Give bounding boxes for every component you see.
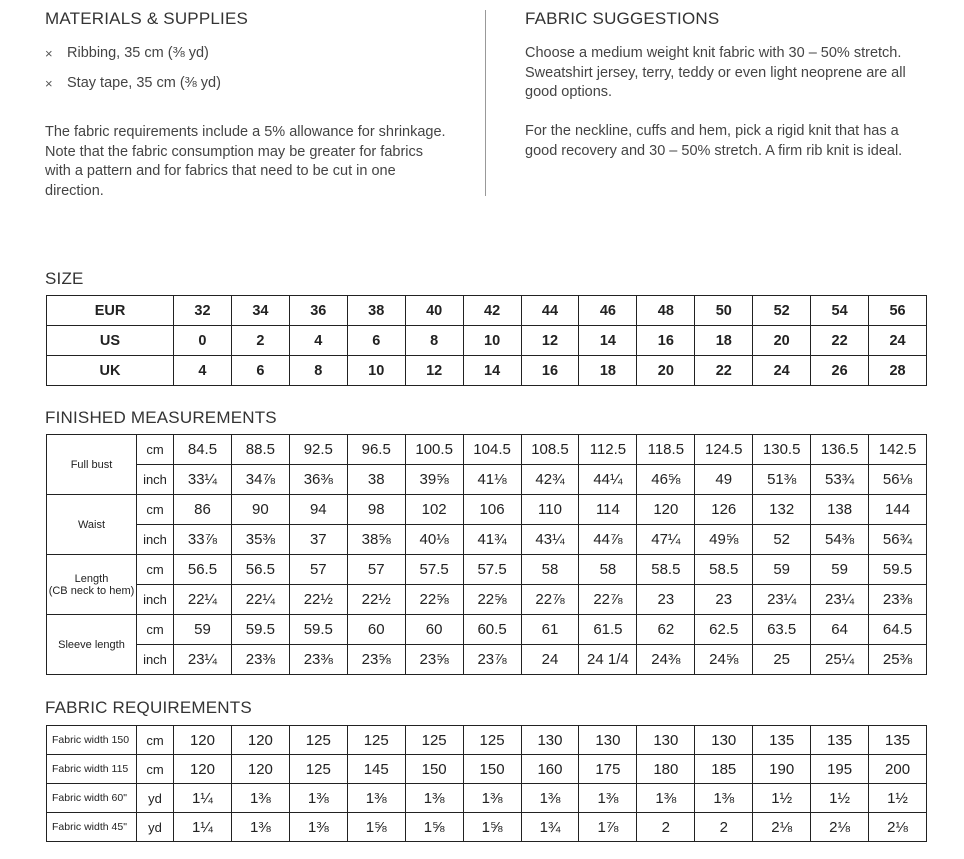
measurement-row: [47, 585, 927, 615]
size-cell: 34: [231, 296, 289, 326]
size-cell: 24: [869, 326, 927, 356]
size-cell: 8: [405, 326, 463, 356]
size-cell: 8: [289, 356, 347, 386]
unit-label: yd: [137, 813, 174, 842]
measurement-cell: 60.5: [463, 615, 521, 645]
measurements-title: FINISHED MEASUREMENTS: [45, 408, 277, 427]
fabric-amount-cell: 120: [174, 755, 232, 784]
fabric-row: [47, 784, 927, 813]
fabric-amount-cell: 125: [347, 726, 405, 755]
measurement-cell: 24⅜: [637, 645, 695, 675]
unit-label: inch: [137, 525, 174, 555]
materials-item-label: Stay tape, 35 cm (⅜ yd): [67, 75, 221, 91]
size-cell: 54: [811, 296, 869, 326]
fabric-amount-cell: 130: [637, 726, 695, 755]
fabric-amount-cell: 200: [869, 755, 927, 784]
measurement-cell: 114: [579, 495, 637, 525]
measurement-cell: 24: [521, 645, 579, 675]
size-cell: 18: [695, 326, 753, 356]
rib-suggestion-paragraph: For the neckline, cuffs and hem, pick a rigid knit that has a good recovery and 30 – 50% stretch. A firm rib knit is ideal.: [525, 123, 903, 159]
fabric-amount-cell: 2: [695, 813, 753, 842]
measurement-cell: 94: [289, 495, 347, 525]
measurement-cell: 34⅞: [231, 465, 289, 495]
size-cell: 32: [174, 296, 232, 326]
measurement-cell: 33⅞: [174, 525, 232, 555]
size-cell: 52: [753, 296, 811, 326]
unit-label: inch: [137, 465, 174, 495]
size-cell: 14: [463, 356, 521, 386]
size-title: SIZE: [45, 269, 84, 288]
size-cell: 44: [521, 296, 579, 326]
measurement-cell: 142.5: [869, 435, 927, 465]
measurement-cell: 61: [521, 615, 579, 645]
fabric-amount-cell: 1⅜: [289, 813, 347, 842]
measurement-cell: 37: [289, 525, 347, 555]
size-cell: 16: [521, 356, 579, 386]
size-system-label: UK: [47, 356, 174, 386]
measurement-cell: 23¼: [811, 585, 869, 615]
measurement-cell: 63.5: [753, 615, 811, 645]
measurement-cell: 44¼: [579, 465, 637, 495]
measurement-cell: 22¼: [231, 585, 289, 615]
measurement-cell: 23¼: [753, 585, 811, 615]
unit-label: inch: [137, 645, 174, 675]
measurement-cell: 38⅝: [347, 525, 405, 555]
fabric-amount-cell: 125: [405, 726, 463, 755]
size-cell: 24: [753, 356, 811, 386]
fabric-amount-cell: 1½: [753, 784, 811, 813]
measurement-cell: 47¼: [637, 525, 695, 555]
unit-label: yd: [137, 784, 174, 813]
fabric-amount-cell: 2⅛: [869, 813, 927, 842]
fabric-suggestions-title: FABRIC SUGGESTIONS: [525, 9, 720, 28]
size-cell: 10: [347, 356, 405, 386]
fabric-amount-cell: 135: [811, 726, 869, 755]
measurement-cell: 100.5: [405, 435, 463, 465]
measurement-cell: 23⅜: [231, 645, 289, 675]
fabric-amount-cell: 2⅛: [753, 813, 811, 842]
measurement-cell: 124.5: [695, 435, 753, 465]
measurement-cell: 126: [695, 495, 753, 525]
unit-label: cm: [137, 495, 174, 525]
size-system-label: EUR: [47, 296, 174, 326]
fabric-allowance-note: The fabric requirements include a 5% allowance for shrinkage. Note that the fabric consumption may be greater for fabrics with a pattern and for fabrics that need to be cut in one direction.: [45, 124, 446, 199]
size-cell: 26: [811, 356, 869, 386]
measurement-cell: 22½: [289, 585, 347, 615]
fabric-amount-cell: 1⅜: [579, 784, 637, 813]
measurement-cell: 23⅞: [463, 645, 521, 675]
measurement-row: [47, 435, 927, 465]
size-cell: 36: [289, 296, 347, 326]
measurement-cell: 92.5: [289, 435, 347, 465]
measurement-cell: 44⅞: [579, 525, 637, 555]
measurement-cell: 60: [347, 615, 405, 645]
measurement-cell: 25⅜: [869, 645, 927, 675]
measurement-cell: 51⅜: [753, 465, 811, 495]
fabric-amount-cell: 2: [637, 813, 695, 842]
measurement-row: [47, 525, 927, 555]
size-cell: 50: [695, 296, 753, 326]
unit-label: inch: [137, 585, 174, 615]
measurement-row: [47, 555, 927, 585]
size-cell: 18: [579, 356, 637, 386]
materials-title: MATERIALS & SUPPLIES: [45, 9, 249, 28]
measurement-cell: 58: [579, 555, 637, 585]
measurement-cell: 56⅛: [869, 465, 927, 495]
measurement-cell: 23⅝: [347, 645, 405, 675]
measurement-cell: 90: [231, 495, 289, 525]
measurement-cell: 138: [811, 495, 869, 525]
measurement-cell: 88.5: [231, 435, 289, 465]
measurement-cell: 57.5: [405, 555, 463, 585]
measurement-cell: 59.5: [869, 555, 927, 585]
measurement-name: Full bust: [70, 458, 113, 471]
fabric-amount-cell: 1¾: [521, 813, 579, 842]
measurement-cell: 106: [463, 495, 521, 525]
fabric-amount-cell: 160: [521, 755, 579, 784]
fabric-amount-cell: 1⅝: [405, 813, 463, 842]
measurement-cell: 86: [174, 495, 232, 525]
measurement-cell: 59: [174, 615, 232, 645]
measurement-subtitle: (CB neck to hem): [48, 584, 135, 597]
size-cell: 22: [811, 326, 869, 356]
size-system-label: US: [47, 326, 174, 356]
fabric-amount-cell: 150: [405, 755, 463, 784]
measurement-cell: 58.5: [695, 555, 753, 585]
measurement-cell: 118.5: [637, 435, 695, 465]
measurement-cell: 58: [521, 555, 579, 585]
fabric-amount-cell: 1⅜: [695, 784, 753, 813]
measurement-cell: 53¾: [811, 465, 869, 495]
fabric-width-label: Fabric width 115: [47, 755, 137, 784]
fabric-amount-cell: 1⅜: [347, 784, 405, 813]
size-cell: 56: [869, 296, 927, 326]
size-cell: 14: [579, 326, 637, 356]
size-row: [47, 356, 927, 386]
fabric-amount-cell: 190: [753, 755, 811, 784]
measurement-cell: 57: [289, 555, 347, 585]
size-row: [47, 296, 927, 326]
bullet-x-icon: ×: [45, 45, 53, 61]
measurement-cell: 49⅝: [695, 525, 753, 555]
size-cell: 40: [405, 296, 463, 326]
measurement-cell: 22⅞: [521, 585, 579, 615]
size-cell: 28: [869, 356, 927, 386]
fabric-row: [47, 755, 927, 784]
measurement-cell: 54⅜: [811, 525, 869, 555]
unit-label: cm: [137, 435, 174, 465]
size-cell: 0: [174, 326, 232, 356]
measurement-cell: 56.5: [174, 555, 232, 585]
measurement-cell: 64: [811, 615, 869, 645]
measurement-cell: 39⅝: [405, 465, 463, 495]
size-cell: 48: [637, 296, 695, 326]
measurement-cell: 23⅜: [289, 645, 347, 675]
size-cell: 12: [405, 356, 463, 386]
bullet-x-icon: ×: [45, 75, 53, 91]
fabric-requirements-table: [46, 725, 927, 842]
measurement-cell: 84.5: [174, 435, 232, 465]
measurement-cell: 144: [869, 495, 927, 525]
measurement-cell: 22⅝: [463, 585, 521, 615]
measurement-cell: 35⅜: [231, 525, 289, 555]
fabric-amount-cell: 1⅜: [231, 784, 289, 813]
fabric-amount-cell: 1⅝: [463, 813, 521, 842]
measurement-cell: 59.5: [289, 615, 347, 645]
measurement-cell: 104.5: [463, 435, 521, 465]
measurement-cell: 46⅝: [637, 465, 695, 495]
fabric-suggestion-paragraph: Choose a medium weight knit fabric with 30 – 50% stretch. Sweatshirt jersey, terry, teddy or even light neoprene are all good options.: [525, 45, 906, 100]
fabric-amount-cell: 125: [289, 726, 347, 755]
measurement-cell: 120: [637, 495, 695, 525]
fabric-amount-cell: 1⅜: [463, 784, 521, 813]
measurement-name: Length: [74, 572, 109, 585]
measurement-cell: 57.5: [463, 555, 521, 585]
measurement-cell: 41¾: [463, 525, 521, 555]
fabric-amount-cell: 145: [347, 755, 405, 784]
measurement-cell: 42¾: [521, 465, 579, 495]
size-cell: 2: [231, 326, 289, 356]
size-cell: 12: [521, 326, 579, 356]
measurement-label: [47, 495, 137, 555]
measurement-cell: 24⅝: [695, 645, 753, 675]
measurement-label: [47, 615, 137, 675]
size-cell: 10: [463, 326, 521, 356]
measurement-cell: 23: [637, 585, 695, 615]
unit-label: cm: [137, 555, 174, 585]
measurements-table: [46, 434, 927, 675]
measurement-cell: 49: [695, 465, 753, 495]
measurement-cell: 56¾: [869, 525, 927, 555]
measurement-cell: 96.5: [347, 435, 405, 465]
size-cell: 20: [753, 326, 811, 356]
measurement-cell: 22⅞: [579, 585, 637, 615]
fabric-amount-cell: 130: [579, 726, 637, 755]
fabric-amount-cell: 135: [869, 726, 927, 755]
fabric-amount-cell: 1⅞: [579, 813, 637, 842]
measurement-cell: 62: [637, 615, 695, 645]
fabric-amount-cell: 1½: [811, 784, 869, 813]
measurement-cell: 60: [405, 615, 463, 645]
fabric-amount-cell: 1⅜: [289, 784, 347, 813]
measurement-cell: 23¼: [174, 645, 232, 675]
measurement-name: Waist: [77, 518, 106, 531]
fabric-width-label: Fabric width 60": [47, 784, 137, 813]
measurement-cell: 23⅝: [405, 645, 463, 675]
fabric-amount-cell: 125: [289, 755, 347, 784]
fabric-amount-cell: 175: [579, 755, 637, 784]
measurement-cell: 38: [347, 465, 405, 495]
fabric-amount-cell: 125: [463, 726, 521, 755]
size-cell: 6: [231, 356, 289, 386]
measurement-cell: 23⅜: [869, 585, 927, 615]
unit-label: cm: [137, 726, 174, 755]
measurement-cell: 59.5: [231, 615, 289, 645]
fabric-amount-cell: 1⅜: [405, 784, 463, 813]
measurement-cell: 25¼: [811, 645, 869, 675]
measurement-cell: 33¼: [174, 465, 232, 495]
fabric-amount-cell: 1¼: [174, 784, 232, 813]
fabric-requirements-title: FABRIC REQUIREMENTS: [45, 698, 252, 717]
measurement-cell: 22½: [347, 585, 405, 615]
fabric-amount-cell: 1½: [869, 784, 927, 813]
measurement-cell: 112.5: [579, 435, 637, 465]
materials-item-label: Ribbing, 35 cm (⅜ yd): [67, 45, 209, 61]
measurement-row: [47, 645, 927, 675]
fabric-row: [47, 813, 927, 842]
measurement-cell: 136.5: [811, 435, 869, 465]
fabric-amount-cell: 180: [637, 755, 695, 784]
size-cell: 22: [695, 356, 753, 386]
fabric-amount-cell: 120: [231, 726, 289, 755]
measurement-cell: 59: [811, 555, 869, 585]
fabric-amount-cell: 130: [521, 726, 579, 755]
size-cell: 46: [579, 296, 637, 326]
unit-label: cm: [137, 615, 174, 645]
size-cell: 4: [174, 356, 232, 386]
measurement-cell: 62.5: [695, 615, 753, 645]
measurement-cell: 57: [347, 555, 405, 585]
measurement-cell: 130.5: [753, 435, 811, 465]
materials-item: [45, 75, 221, 91]
fabric-amount-cell: 1⅜: [231, 813, 289, 842]
fabric-amount-cell: 120: [231, 755, 289, 784]
measurement-name: Sleeve length: [58, 638, 125, 651]
measurement-cell: 64.5: [869, 615, 927, 645]
measurement-cell: 59: [753, 555, 811, 585]
measurement-cell: 102: [405, 495, 463, 525]
size-cell: 38: [347, 296, 405, 326]
column-divider: [485, 10, 486, 196]
fabric-amount-cell: 130: [695, 726, 753, 755]
measurement-row: [47, 615, 927, 645]
fabric-amount-cell: 1⅜: [637, 784, 695, 813]
measurement-cell: 132: [753, 495, 811, 525]
fabric-amount-cell: 120: [174, 726, 232, 755]
size-table: [46, 295, 927, 386]
fabric-amount-cell: 150: [463, 755, 521, 784]
fabric-amount-cell: 1⅜: [521, 784, 579, 813]
fabric-width-label: Fabric width 45": [47, 813, 137, 842]
fabric-width-label: Fabric width 150: [47, 726, 137, 755]
size-cell: 20: [637, 356, 695, 386]
measurement-cell: 25: [753, 645, 811, 675]
measurement-cell: 24 1/4: [579, 645, 637, 675]
fabric-amount-cell: 185: [695, 755, 753, 784]
fabric-amount-cell: 135: [753, 726, 811, 755]
fabric-row: [47, 726, 927, 755]
measurement-cell: 56.5: [231, 555, 289, 585]
unit-label: cm: [137, 755, 174, 784]
measurement-cell: 52: [753, 525, 811, 555]
materials-item: [45, 45, 209, 61]
measurement-cell: 61.5: [579, 615, 637, 645]
measurement-cell: 40⅛: [405, 525, 463, 555]
fabric-amount-cell: 195: [811, 755, 869, 784]
size-cell: 6: [347, 326, 405, 356]
measurement-cell: 41⅛: [463, 465, 521, 495]
fabric-amount-cell: 2⅛: [811, 813, 869, 842]
measurement-cell: 98: [347, 495, 405, 525]
measurement-cell: 43¼: [521, 525, 579, 555]
measurement-cell: 58.5: [637, 555, 695, 585]
measurement-cell: 22⅝: [405, 585, 463, 615]
measurement-row: [47, 465, 927, 495]
fabric-amount-cell: 1¼: [174, 813, 232, 842]
measurement-label: [47, 435, 137, 495]
measurement-cell: 36⅜: [289, 465, 347, 495]
size-cell: 42: [463, 296, 521, 326]
measurement-cell: 110: [521, 495, 579, 525]
size-cell: 16: [637, 326, 695, 356]
fabric-amount-cell: 1⅝: [347, 813, 405, 842]
measurement-cell: 23: [695, 585, 753, 615]
size-row: [47, 326, 927, 356]
measurement-cell: 22¼: [174, 585, 232, 615]
measurement-label: [47, 555, 137, 615]
measurement-cell: 108.5: [521, 435, 579, 465]
size-cell: 4: [289, 326, 347, 356]
measurement-row: [47, 495, 927, 525]
